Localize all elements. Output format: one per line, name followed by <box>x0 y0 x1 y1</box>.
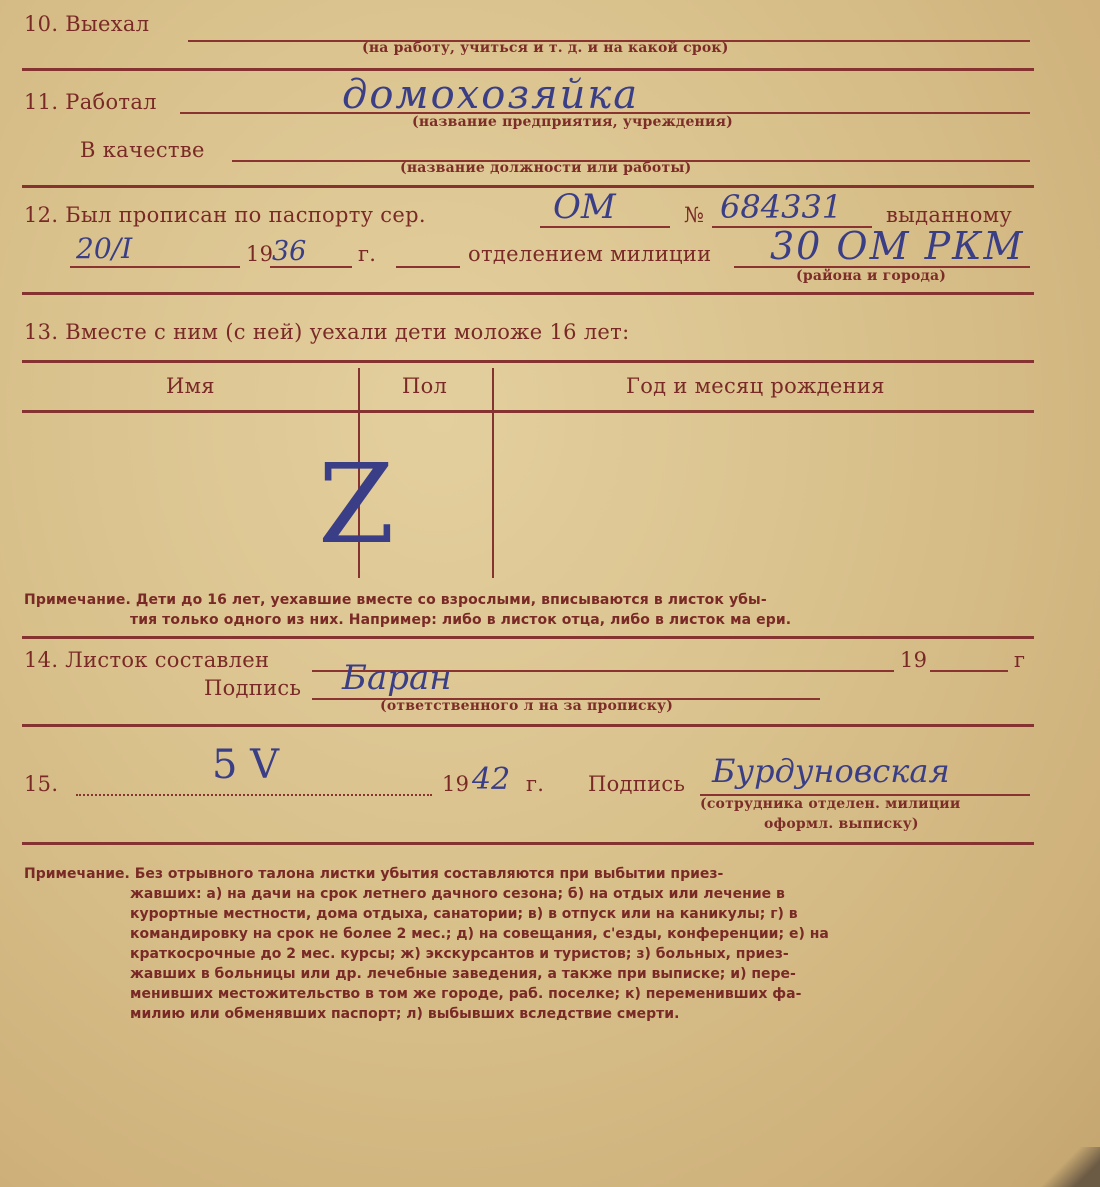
field-14-signature-caption: (ответственного л на за прописку) <box>380 698 674 714</box>
footnote-line-1: Примечание. Без отрывного талона листки убытия составляются при выбытии приез- <box>24 866 724 882</box>
field-15-date-value[interactable]: 5 V <box>212 742 280 788</box>
passport-year-line <box>270 266 352 268</box>
field-15-caption-line-2: оформл. выписку) <box>764 816 919 832</box>
divider-11 <box>22 185 1034 188</box>
passport-date-line <box>70 266 240 268</box>
field-14-year-line[interactable] <box>930 670 1008 672</box>
divider-13 <box>22 636 1034 639</box>
children-note-line-1: Примечание. Дети до 16 лет, уехавшие вместе со взрослыми, вписываются в листок убы- <box>24 592 767 608</box>
children-table-divider-2 <box>492 368 494 578</box>
passport-number-label: № <box>684 203 705 227</box>
passport-gap-line <box>396 266 460 268</box>
passport-year-suffix: г. <box>358 242 377 266</box>
field-10-caption: (на работу, учиться и т. д. и на какой срок) <box>362 40 729 56</box>
footnote-line-7: менивших местожительство в том же городе, раб. поселке; к) переменивших фа- <box>130 986 802 1002</box>
field-13-label: 13. Вместе с ним (с ней) уехали дети моложе 16 лет: <box>24 320 630 344</box>
field-15-date-line <box>76 794 432 796</box>
children-table-top-rule <box>22 360 1034 363</box>
field-11-position-caption: (название должности или работы) <box>400 160 692 176</box>
field-11-workplace-value[interactable]: домохозяйка <box>342 72 640 118</box>
militia-dept-label: отделением милиции <box>468 242 712 266</box>
field-15-signature-label: Подпись <box>588 772 686 796</box>
divider-12 <box>22 292 1034 295</box>
children-col-birth: Год и месяц рождения <box>626 374 885 398</box>
field-15-label: 15. <box>24 772 59 796</box>
footnote-line-4: командировку на срок не более 2 мес.; д) на совещания, с'езды, конференции; е) на <box>130 926 829 942</box>
field-14-signature-label: Подпись <box>204 676 302 700</box>
children-cell-mark[interactable]: Z <box>318 440 395 568</box>
field-11-label: 11. Работал <box>24 90 157 114</box>
field-15-signature-value[interactable]: Бурдуновская <box>712 752 950 790</box>
divider-10 <box>22 68 1034 71</box>
passport-year-value[interactable]: 36 <box>272 236 307 267</box>
footnote-line-2: жавших: а) на дачи на срок летнего дачного сезона; б) на отдых или лечение в <box>130 886 785 902</box>
field-12-line1-label: 12. Был прописан по паспорту сер. <box>24 203 426 227</box>
field-11-position-label: В качестве <box>80 138 205 162</box>
field-15-year-suffix: г. <box>526 772 545 796</box>
passport-series-line <box>540 226 670 228</box>
field-14-label: 14. Листок составлен <box>24 648 270 672</box>
field-15-caption-line-1: (сотрудника отделен. милиции <box>700 796 961 812</box>
footnote-line-3: курортные местности, дома отдыха, санатории; в) в отпуск или на каникулы; г) в <box>130 906 798 922</box>
children-col-sex: Пол <box>402 374 448 398</box>
passport-issued-label: выданному <box>886 203 1013 227</box>
militia-dept-caption: (района и города) <box>796 268 947 284</box>
footnote-line-8: милию или обменявших паспорт; л) выбывших вследствие смерти. <box>130 1006 680 1022</box>
field-10-label: 10. Выехал <box>24 12 150 36</box>
field-15-year-prefix: 19 <box>442 772 470 796</box>
children-table-header-rule <box>22 410 1034 413</box>
passport-series-value[interactable]: ОМ <box>553 187 616 227</box>
field-14-signature-value[interactable]: Баран <box>342 658 452 698</box>
divider-14 <box>22 724 1034 727</box>
passport-year-prefix: 19 <box>246 242 274 266</box>
footnote-line-5: краткосрочные до 2 мес. курсы; ж) экскурсантов и туристов; з) больных, приез- <box>130 946 789 962</box>
footnote-line-6: жавших в больницы или др. лечебные заведения, а также при выписке; и) пере- <box>130 966 796 982</box>
field-15-year-value[interactable]: 42 <box>472 762 511 797</box>
field-14-year-prefix: 19 <box>900 648 928 672</box>
passport-date-value[interactable]: 20/I <box>76 232 133 265</box>
militia-dept-value[interactable]: 30 ОМ РКМ <box>770 224 1025 268</box>
paper-corner-shadow <box>1040 1147 1100 1187</box>
children-col-name: Имя <box>166 374 215 398</box>
field-14-year-suffix: г <box>1014 648 1026 672</box>
children-note-line-2: тия только одного из них. Например: либо в листок отца, либо в листок ма ери. <box>130 612 792 628</box>
divider-15 <box>22 842 1034 845</box>
field-11-caption: (название предприятия, учреждения) <box>412 114 733 130</box>
passport-number-value[interactable]: 684331 <box>720 188 843 226</box>
